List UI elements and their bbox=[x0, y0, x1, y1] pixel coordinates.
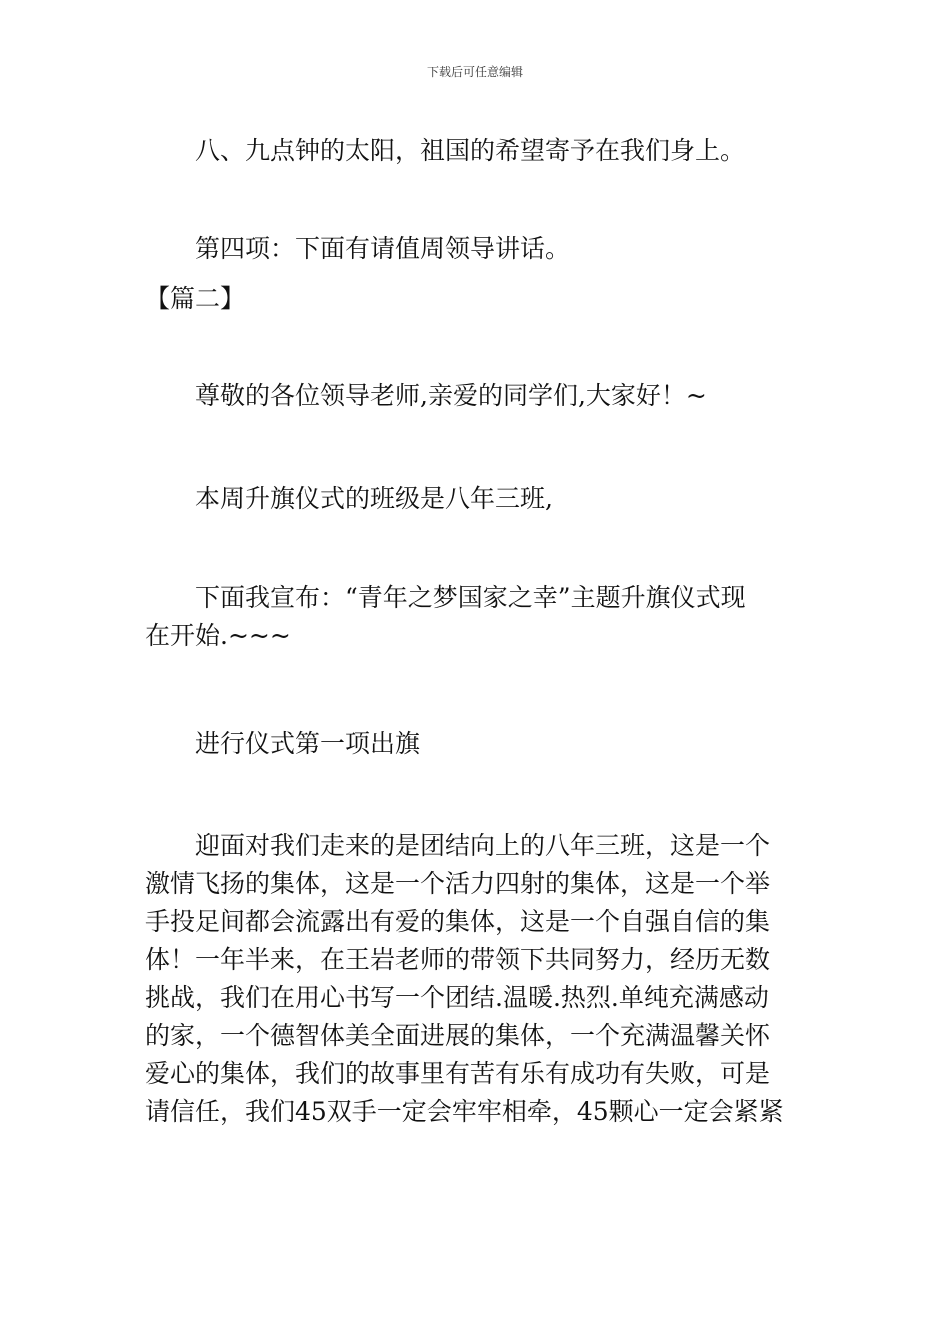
page-header: 下载后可任意编辑 bbox=[426, 65, 523, 79]
paragraph-line: 迎面对我们走来的是团结向上的八年三班，这是一个 bbox=[195, 831, 771, 860]
paragraph-line: 爱心的集体，我们的故事里有苦有乐有成功有失败，可是 bbox=[145, 1059, 771, 1088]
paragraph-line: 在开始.~~~ bbox=[145, 621, 291, 650]
paragraph bbox=[145, 827, 810, 1131]
paragraph-line: 挑战，我们在用心书写一个团结.温暖.热烈.单纯充满感动 bbox=[145, 983, 769, 1012]
paragraph: 八、九点钟的太阳，祖国的希望寄予在我们身上。 bbox=[195, 136, 746, 165]
paragraph-line: 手投足间都会流露出有爱的集体，这是一个自强自信的集 bbox=[145, 907, 771, 936]
paragraph: 尊敬的各位领导老师,亲爱的同学们,大家好！~ bbox=[195, 381, 707, 410]
section-heading: 【篇二】 bbox=[145, 284, 246, 313]
paragraph: 本周升旗仪式的班级是八年三班, bbox=[195, 484, 553, 513]
paragraph bbox=[145, 579, 810, 655]
paragraph-line: 请信任，我们45双手一定会牢牢相牵，45颗心一定会紧紧 bbox=[145, 1097, 784, 1126]
paragraph-line: 的家，一个德智体美全面进展的集体，一个充满温馨关怀 bbox=[145, 1021, 771, 1050]
paragraph-line: 体！一年半来，在王岩老师的带领下共同努力，经历无数 bbox=[145, 945, 771, 974]
paragraph: 进行仪式第一项出旗 bbox=[195, 729, 421, 758]
paragraph: 第四项：下面有请值周领导讲话。 bbox=[195, 234, 571, 263]
paragraph-line: 下面我宣布：“青年之梦国家之幸”主题升旗仪式现 bbox=[195, 583, 746, 612]
paragraph-line: 激情飞扬的集体，这是一个活力四射的集体，这是一个举 bbox=[145, 869, 771, 898]
